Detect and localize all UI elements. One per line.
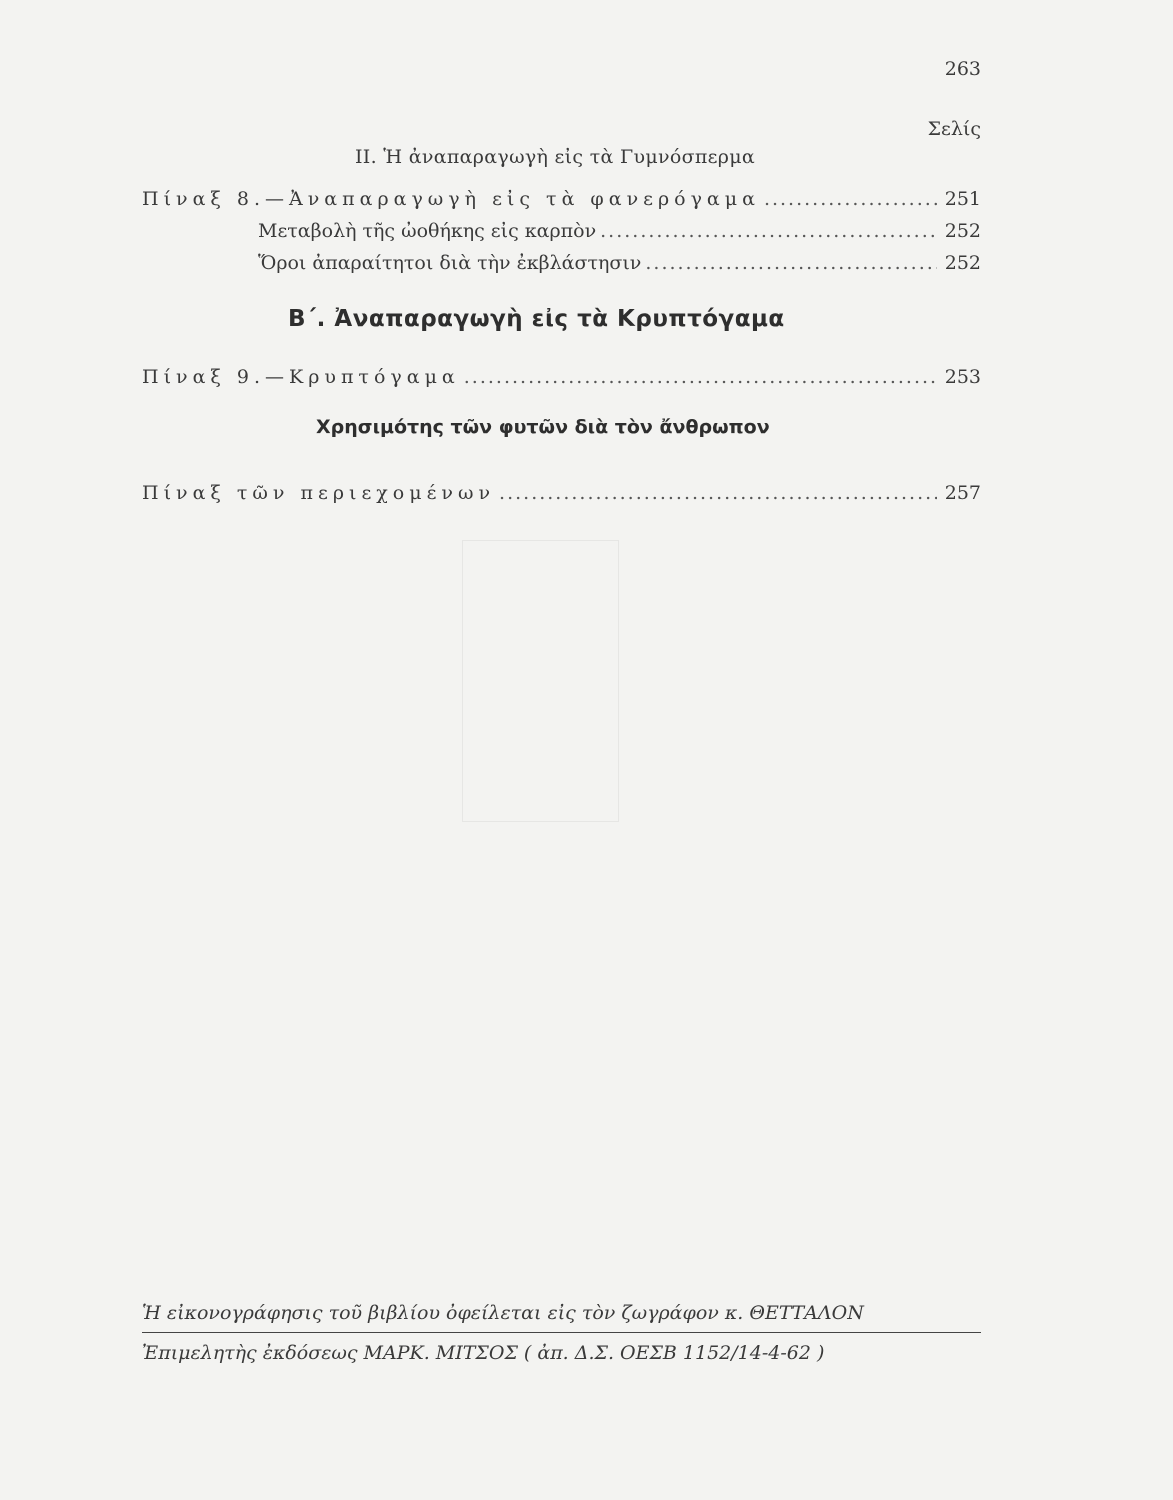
subsection-title: ΙΙ. Ἡ ἀναπαραγωγὴ εἰς τὰ Γυμνόσπερμα	[355, 146, 756, 168]
toc-entry	[258, 252, 981, 278]
toc-entry	[142, 366, 981, 392]
leader-dots	[764, 188, 937, 210]
toc-entry-label: Πίναξ 8.—Ἀναπαραγωγὴ εἰς τὰ φανερόγαμα	[142, 188, 760, 210]
toc-entry-page: 252	[944, 220, 981, 242]
toc-entry-page: 252	[944, 252, 981, 274]
editor-credit: Ἐπιμελητὴς ἐκδόσεως ΜΑΡΚ. ΜΙΤΣΟΣ ( ἀπ. Δ.Σ. ΟΕΣΒ 1152/14-4-62 )	[142, 1342, 825, 1364]
leader-dots	[600, 220, 937, 242]
toc-entry-label: Πίναξ 9.—Κρυπτόγαμα	[142, 366, 460, 388]
toc-entry	[142, 188, 981, 214]
illustration-credit: Ἡ εἰκονογράφησις τοῦ βιβλίου ὀφείλεται εἰς τὸν ζωγράφον κ. ΘΕΤΤΑΛΟΝ	[142, 1302, 864, 1324]
toc-entry-label: Μεταβολὴ τῆς ὠοθήκης εἰς καρπὸν	[258, 220, 597, 242]
toc-entry-page: 253	[944, 366, 981, 388]
leader-dots	[499, 482, 937, 504]
credit-divider	[142, 1332, 981, 1333]
toc-entry-page: 257	[944, 482, 981, 504]
leader-dots	[645, 252, 937, 274]
toc-entry	[142, 482, 981, 508]
toc-entry	[258, 220, 981, 246]
toc-entry-label: Ὅροι ἀπαραίτητοι διὰ τὴν ἐκβλάστησιν	[258, 252, 642, 274]
section-b-heading: Β΄. Ἀναπαραγωγὴ εἰς τὰ Κρυπτόγαμα	[288, 306, 785, 332]
toc-entry-page: 251	[944, 188, 981, 210]
leader-dots	[464, 366, 937, 388]
faint-bleedthrough-rectangle	[462, 540, 619, 822]
page-column-header: Σελίς	[927, 118, 981, 140]
usefulness-heading: Χρησιμότης τῶν φυτῶν διὰ τὸν ἄνθρωπον	[316, 416, 770, 438]
toc-entry-label: Πίναξ τῶν περιεχομένων	[142, 482, 496, 504]
page-number: 263	[944, 58, 981, 80]
